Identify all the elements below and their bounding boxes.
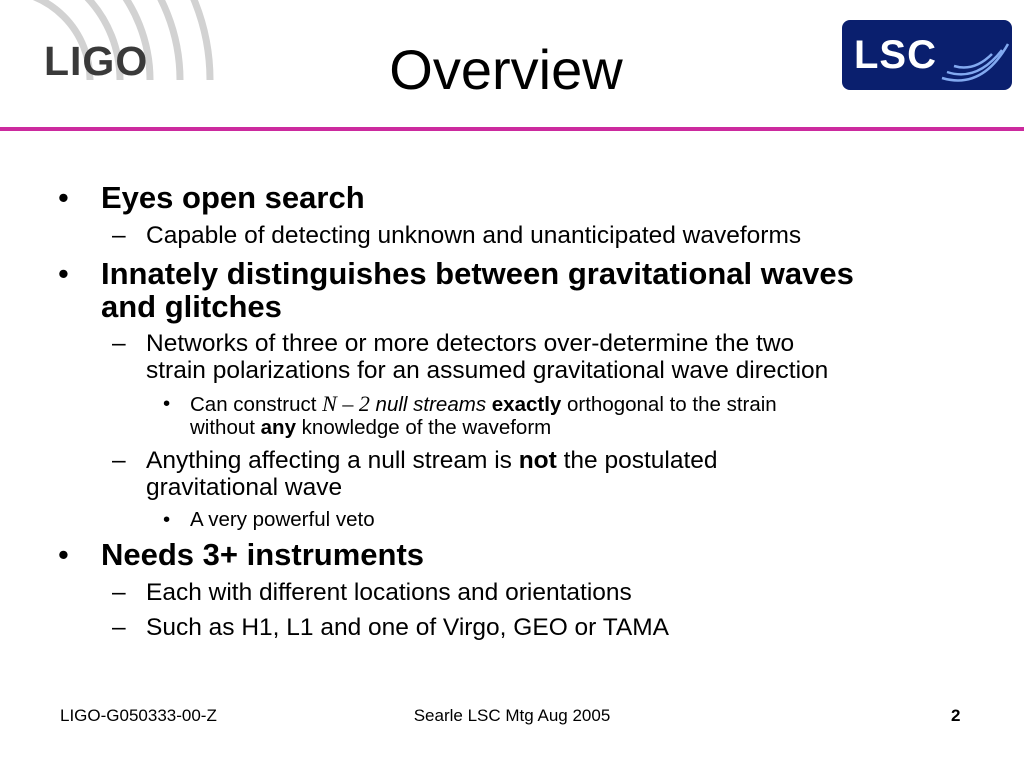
sub-sub-bullet-text: A very powerful veto <box>190 508 375 531</box>
sub-bullet-text-line1: Networks of three or more detectors over-determine the two <box>146 330 795 357</box>
footer-meeting: Searle LSC Mtg Aug 2005 <box>413 706 611 725</box>
lsc-logo <box>842 20 1012 90</box>
text-run: Anything affecting a null stream is <box>146 447 519 474</box>
text-run: knowledge of the waveform <box>295 416 552 439</box>
sub-bullet-text-line2: gravitational wave <box>146 474 343 501</box>
sub-bullet-text: Such as H1, L1 and one of Virgo, GEO or TAMA <box>146 614 669 641</box>
slide-title: Overview <box>389 38 623 101</box>
footer-document-id: LIGO-G050333-00-Z <box>60 706 217 725</box>
text-run-bold: not <box>518 447 557 474</box>
dash-marker: – <box>112 222 126 249</box>
dash-marker: – <box>112 447 126 474</box>
lsc-logo-text: LSC <box>854 33 937 77</box>
bullet-text-line2: and glitches <box>101 289 282 324</box>
footer-page-number: 2 <box>951 706 961 725</box>
sub-sub-bullet-text-line2 <box>190 416 930 440</box>
bullet-text-line1: Innately distinguishes between gravitational waves <box>101 256 854 291</box>
bullet-marker: • <box>58 180 69 215</box>
ligo-logo: LIGO <box>44 38 149 84</box>
dash-marker: – <box>112 330 126 357</box>
text-run-bold: any <box>260 416 296 439</box>
dash-marker: – <box>112 579 126 606</box>
sub-bullet-text-line1 <box>146 447 946 474</box>
bullet-marker: • <box>58 537 69 572</box>
bullet-text: Eyes open search <box>101 180 365 215</box>
small-bullet-marker: • <box>163 508 171 531</box>
text-run: orthogonal to the strain <box>561 393 777 416</box>
sub-sub-bullet-text-line1 <box>190 392 930 417</box>
text-run-bold: exactly <box>491 393 562 416</box>
dash-marker: – <box>112 614 126 641</box>
sub-bullet-text: Each with different locations and orientations <box>146 579 632 606</box>
text-run: without <box>190 416 261 439</box>
bullet-text: Needs 3+ instruments <box>101 537 425 572</box>
small-bullet-marker: • <box>163 392 171 415</box>
sub-bullet-text-line2: strain polarizations for an assumed gravitational wave direction <box>146 357 829 384</box>
title-underline <box>0 127 1024 131</box>
sub-bullet-text: Capable of detecting unknown and unanticipated waveforms <box>146 222 802 249</box>
math-expression: N – 2 <box>322 391 370 416</box>
text-run: Can construct <box>190 393 323 416</box>
text-run-italic: null streams <box>369 393 487 416</box>
text-run: the postulated <box>556 447 718 474</box>
bullet-marker: • <box>58 256 69 291</box>
